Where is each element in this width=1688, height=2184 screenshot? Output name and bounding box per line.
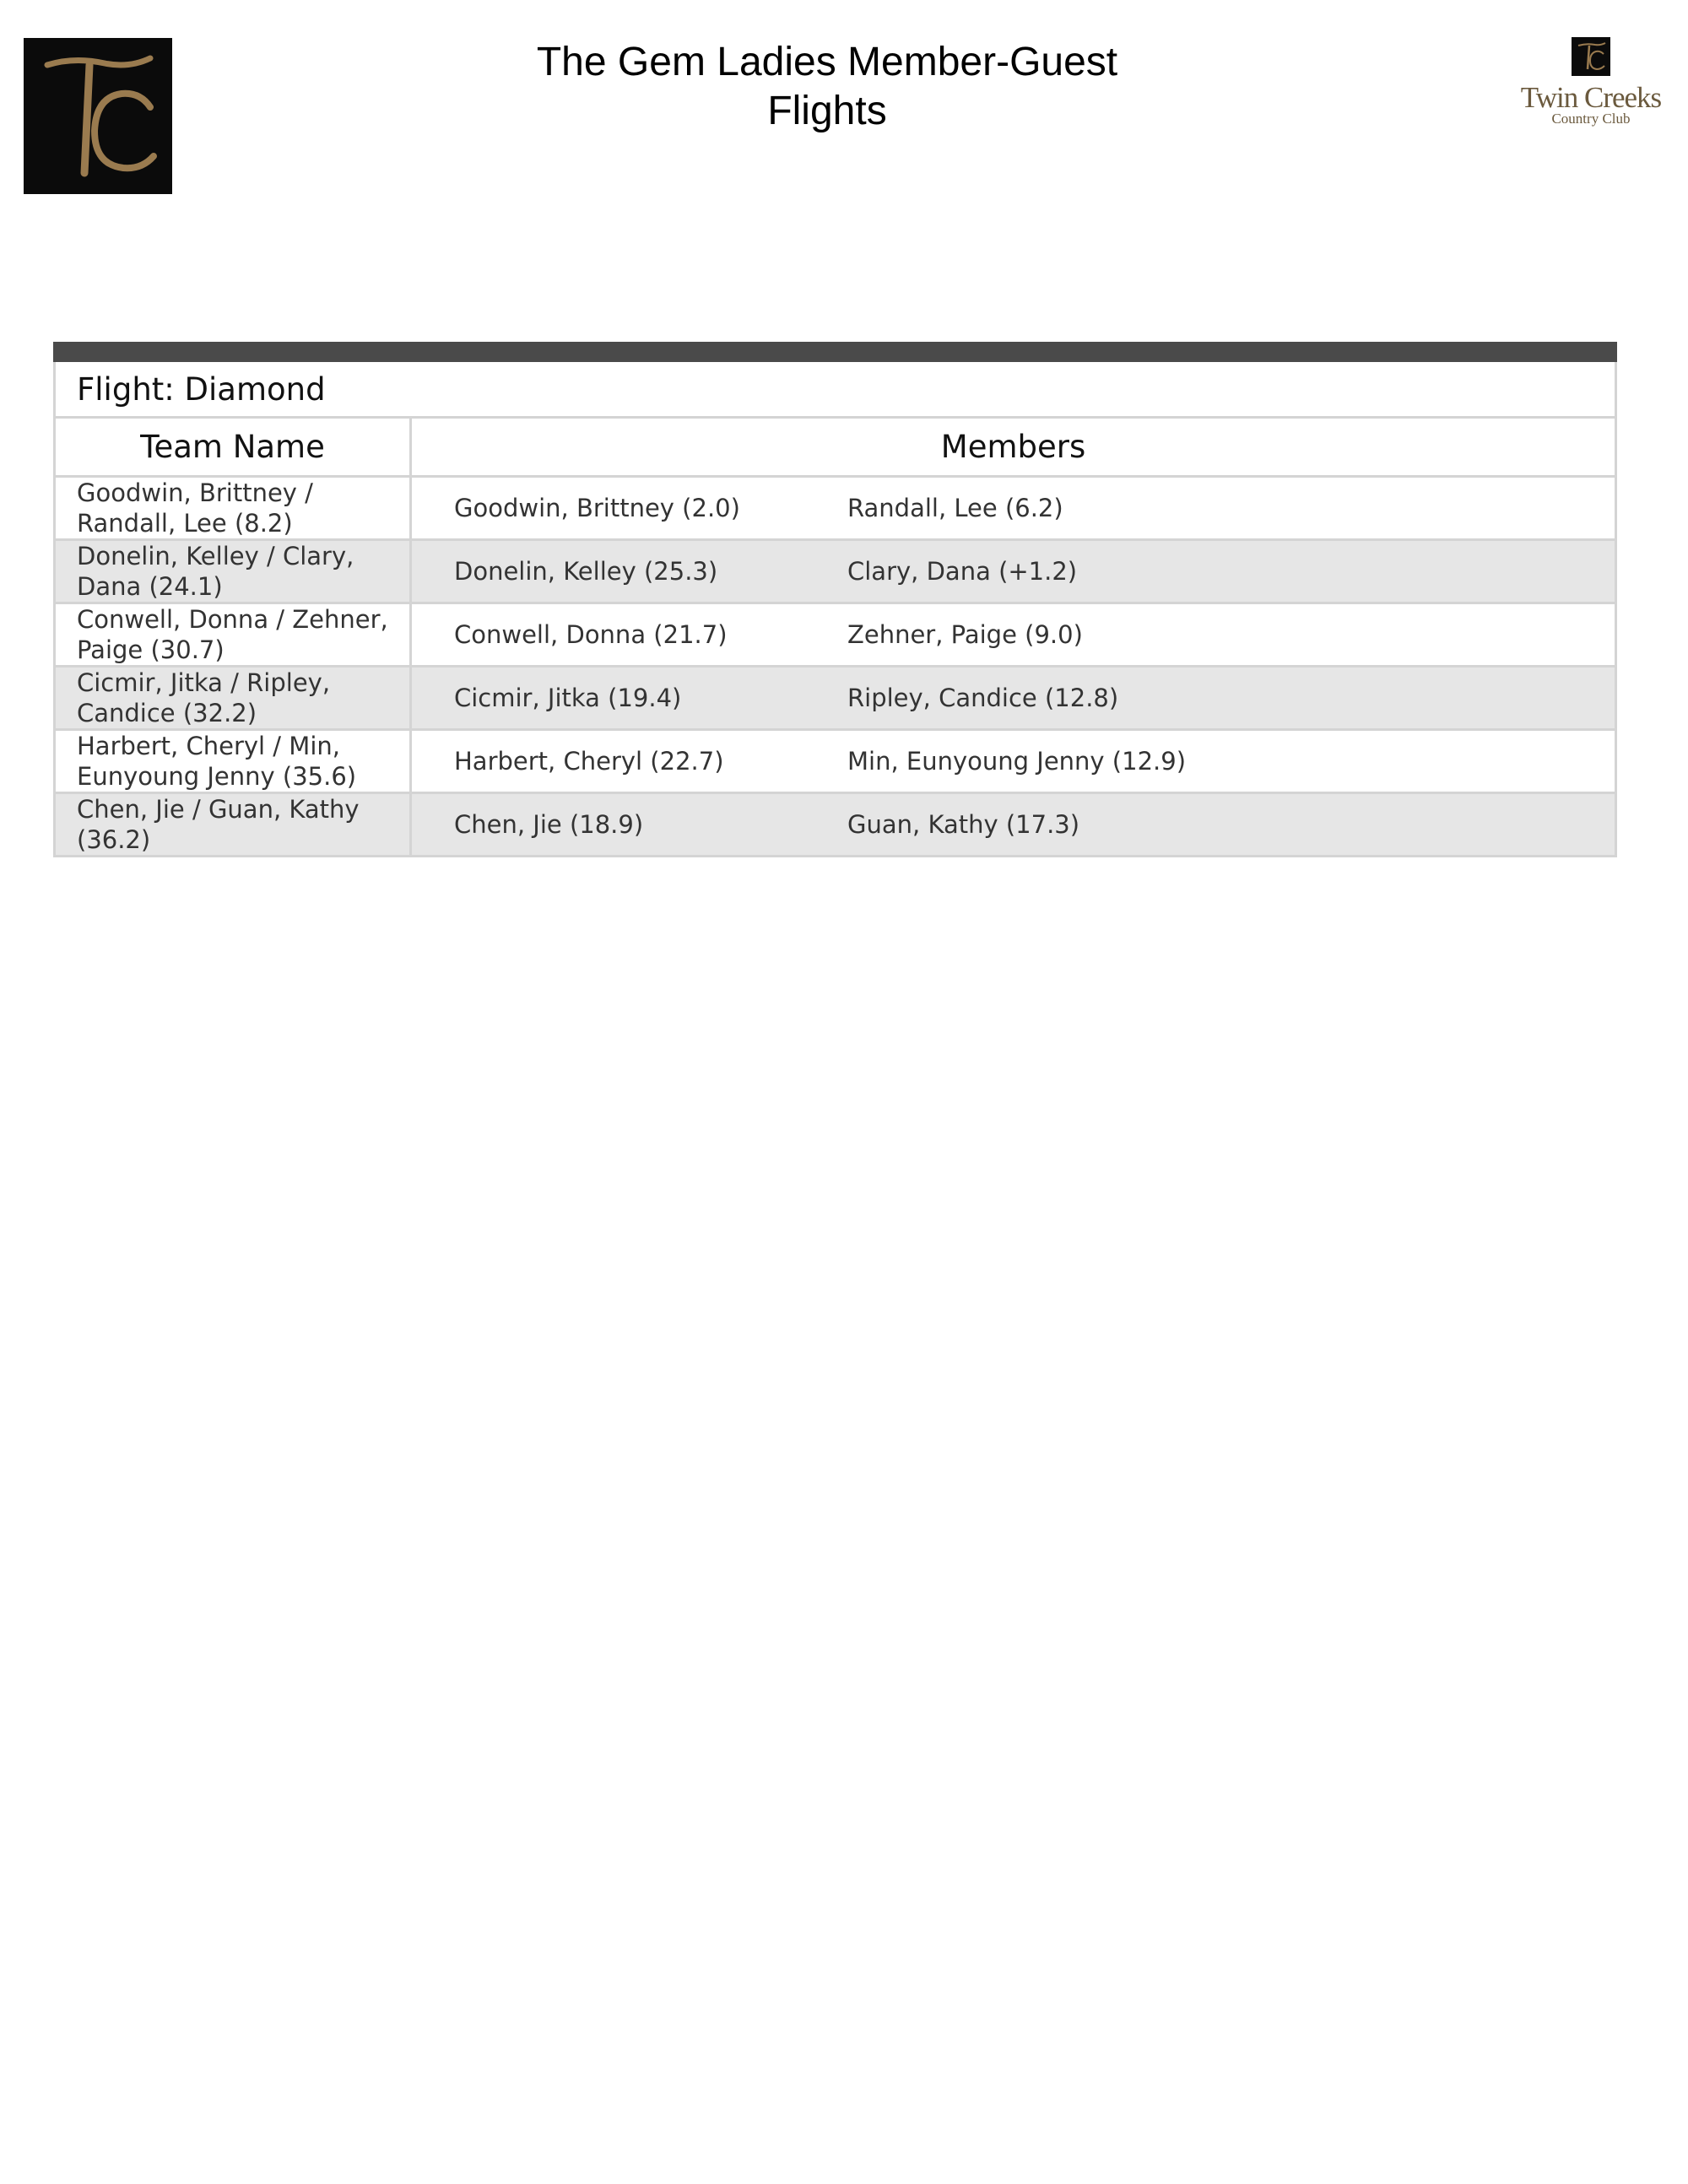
members-cell bbox=[411, 477, 1616, 540]
logo-club-subname: Country Club bbox=[1551, 111, 1631, 127]
page-title-line-2: Flights bbox=[767, 89, 887, 133]
tc-mark-icon bbox=[1572, 37, 1610, 76]
member-2: Zehner, Paige (9.0) bbox=[847, 620, 1083, 649]
member-2: Min, Eunyoung Jenny (12.9) bbox=[847, 747, 1187, 776]
member-1: Conwell, Donna (21.7) bbox=[454, 620, 728, 649]
page-title-line-1: The Gem Ladies Member-Guest bbox=[536, 40, 1118, 84]
members-cell bbox=[411, 540, 1616, 603]
team-name-cell: Conwell, Donna / Zehner, Paige (30.7) bbox=[55, 603, 411, 667]
member-1: Chen, Jie (18.9) bbox=[454, 810, 644, 839]
flight-table bbox=[53, 342, 1617, 857]
table-row bbox=[55, 730, 1616, 793]
tc-monogram-icon bbox=[24, 38, 172, 194]
members-cell bbox=[411, 730, 1616, 793]
team-name-cell: Goodwin, Brittney / Randall, Lee (8.2) bbox=[55, 477, 411, 540]
members-cell bbox=[411, 603, 1616, 667]
table-top-bar bbox=[55, 343, 1616, 361]
member-1: Cicmir, Jitka (19.4) bbox=[454, 684, 682, 712]
member-2: Randall, Lee (6.2) bbox=[847, 494, 1063, 522]
member-2: Clary, Dana (+1.2) bbox=[847, 557, 1078, 586]
logo-club-name: Twin Creeks bbox=[1520, 81, 1662, 114]
member-1: Harbert, Cheryl (22.7) bbox=[454, 747, 724, 776]
flight-label-row bbox=[55, 361, 1616, 418]
table-row bbox=[55, 477, 1616, 540]
member-2: Ripley, Candice (12.8) bbox=[847, 684, 1119, 712]
team-name-cell: Chen, Jie / Guan, Kathy (36.2) bbox=[55, 793, 411, 857]
member-1: Goodwin, Brittney (2.0) bbox=[454, 494, 740, 522]
member-1: Donelin, Kelley (25.3) bbox=[454, 557, 718, 586]
club-logo-monogram bbox=[24, 38, 172, 194]
table-header-row bbox=[55, 418, 1616, 477]
members-cell bbox=[411, 793, 1616, 857]
page-title bbox=[405, 38, 1249, 136]
table-row bbox=[55, 667, 1616, 730]
column-header-team-name: Team Name bbox=[55, 418, 411, 477]
team-name-cell: Harbert, Cheryl / Min, Eunyoung Jenny (35.6) bbox=[55, 730, 411, 793]
table-row bbox=[55, 540, 1616, 603]
team-name-cell: Cicmir, Jitka / Ripley, Candice (32.2) bbox=[55, 667, 411, 730]
table-row bbox=[55, 793, 1616, 857]
table-row bbox=[55, 603, 1616, 667]
twin-creeks-logo bbox=[1511, 37, 1671, 138]
team-name-cell: Donelin, Kelley / Clary, Dana (24.1) bbox=[55, 540, 411, 603]
member-2: Guan, Kathy (17.3) bbox=[847, 810, 1080, 839]
column-header-members: Members bbox=[411, 418, 1616, 477]
flight-label: Flight: Diamond bbox=[55, 361, 1616, 418]
members-cell bbox=[411, 667, 1616, 730]
